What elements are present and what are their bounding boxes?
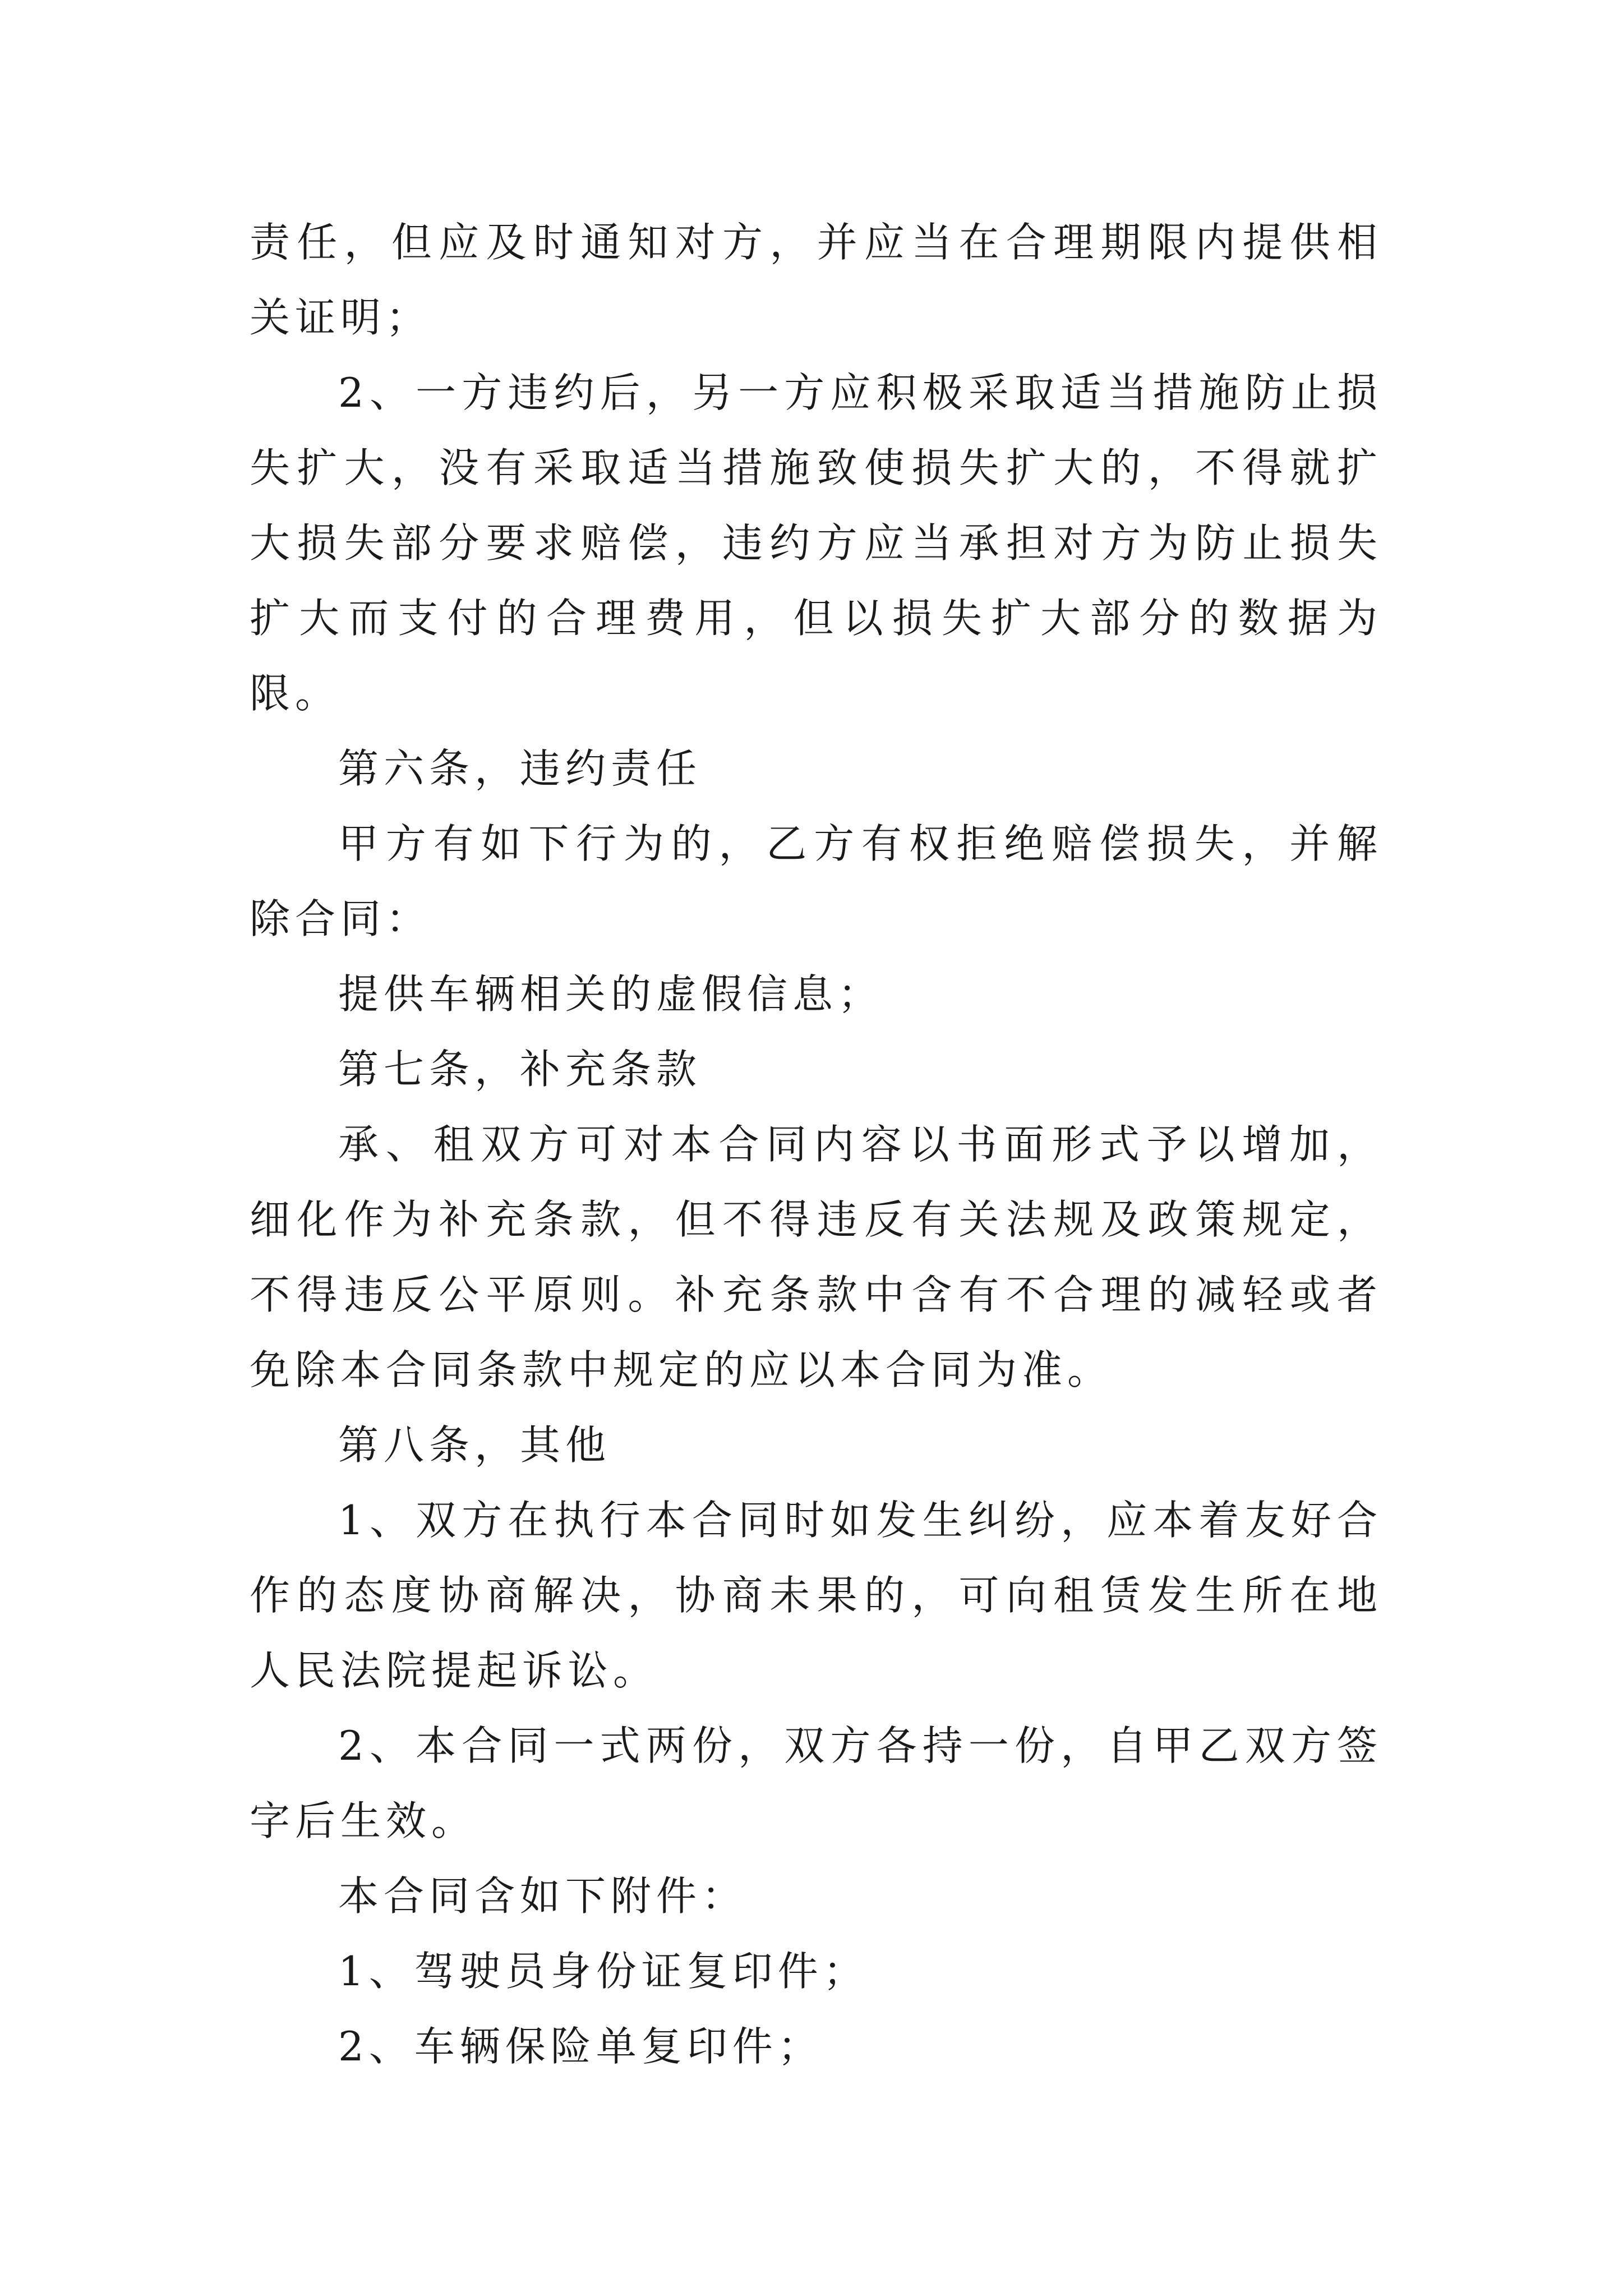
- attachment-item-insurance-copy: 2、车辆保险单复印件；: [338, 2023, 823, 2070]
- attachment-item-id-copy: 1、驾驶员身份证复印件；: [338, 1948, 869, 1995]
- paragraph-false-information: 提供车辆相关的虚假信息；: [338, 970, 884, 1018]
- paragraph-loss-mitigation: 2、一方违约后，另一方应积极采取适当措施防止损失扩大，没有采取适当措施致使损失扩大的，不得就扩大损失部分要求赔偿，违约方应当承担对方为防止损失扩大而支付的合理费用，但以损失扩大部分的数据为限。: [250, 369, 1382, 717]
- paragraph-liability-continuation: 责任，但应及时通知对方，并应当在合理期限内提供相关证明；: [250, 219, 1382, 341]
- heading-article-eight: 第八条，其他: [338, 1421, 611, 1469]
- heading-article-six: 第六条，违约责任: [338, 745, 702, 792]
- paragraph-copies-effective: 2、本合同一式两份，双方各持一份，自甲乙双方签字后生效。: [250, 1722, 1382, 1844]
- paragraph-supplementary-terms: 承、租双方可对本合同内容以书面形式予以增加，细化作为补充条款，但不得违反有关法规及政策规定，不得违反公平原则。补充条款中含有不合理的减轻或者免除本合同条款中规定的应以本合同为准。: [250, 1121, 1382, 1393]
- paragraph-dispute-resolution: 1、双方在执行本合同时如发生纠纷，应本着友好合作的态度协商解决，协商未果的，可向租赁发生所在地人民法院提起诉讼。: [250, 1497, 1382, 1694]
- document-body: [250, 205, 1382, 2084]
- heading-article-seven: 第七条，补充条款: [338, 1046, 702, 1093]
- paragraph-party-a-conduct: 甲方有如下行为的，乙方有权拒绝赔偿损失，并解除合同：: [250, 820, 1382, 942]
- paragraph-attachments-intro: 本合同含如下附件：: [338, 1872, 748, 1920]
